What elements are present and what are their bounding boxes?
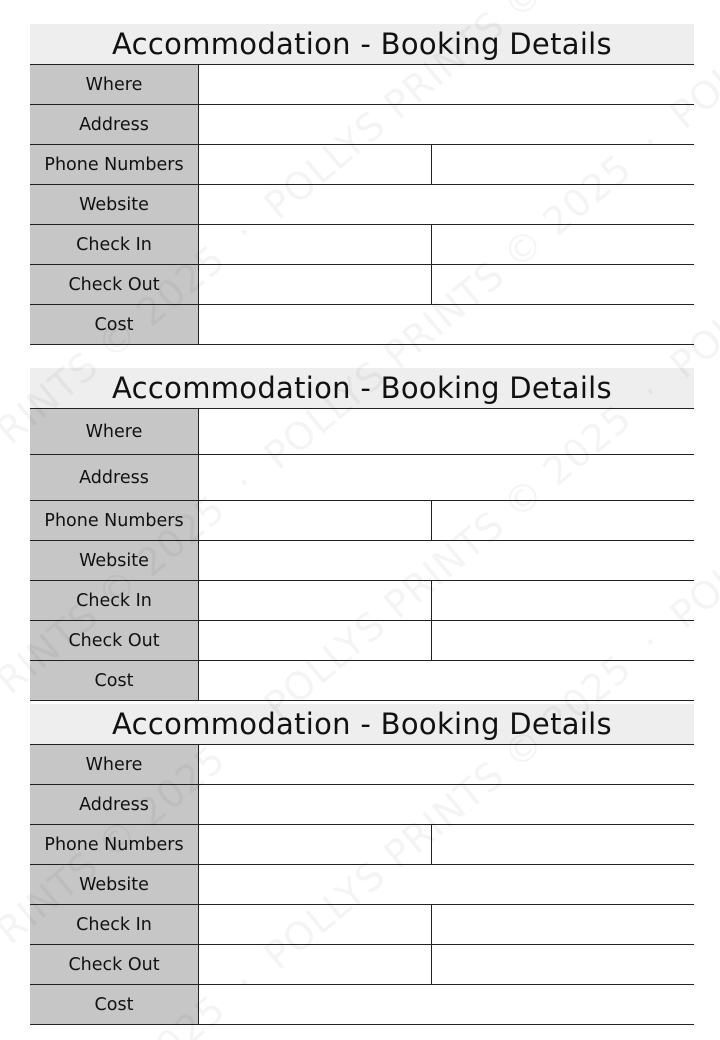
- row-phone-numbers: [30, 825, 694, 865]
- booking-section-1: [30, 24, 694, 345]
- check-in-field-2[interactable]: [432, 225, 694, 264]
- check-out-field-1[interactable]: [199, 265, 432, 304]
- row-label-website: Website: [30, 185, 199, 224]
- check-in-field-1[interactable]: [199, 581, 432, 620]
- phone-field-1[interactable]: [199, 145, 432, 184]
- row-address: [30, 455, 694, 501]
- row-label-phone-numbers: Phone Numbers: [30, 145, 199, 184]
- address-field[interactable]: [199, 105, 694, 144]
- row-where: [30, 65, 694, 105]
- row-label-cost: Cost: [30, 661, 199, 700]
- row-website: [30, 185, 694, 225]
- cost-field[interactable]: [199, 661, 694, 700]
- row-label-check-in: Check In: [30, 225, 199, 264]
- check-in-field-1[interactable]: [199, 905, 432, 944]
- row-label-check-out: Check Out: [30, 945, 199, 984]
- row-label-cost: Cost: [30, 985, 199, 1024]
- row-cost: [30, 305, 694, 345]
- phone-field-1[interactable]: [199, 825, 432, 864]
- cost-field[interactable]: [199, 985, 694, 1024]
- check-out-field-2[interactable]: [432, 265, 694, 304]
- row-check-in: [30, 905, 694, 945]
- where-field[interactable]: [199, 745, 694, 784]
- row-label-where: Where: [30, 409, 199, 454]
- row-label-where: Where: [30, 65, 199, 104]
- address-field[interactable]: [199, 785, 694, 824]
- where-field[interactable]: [199, 65, 694, 104]
- row-cost: [30, 985, 694, 1025]
- row-where: [30, 409, 694, 455]
- check-out-field-2[interactable]: [432, 945, 694, 984]
- row-check-out: [30, 621, 694, 661]
- website-field[interactable]: [199, 865, 694, 904]
- row-check-in: [30, 225, 694, 265]
- row-label-check-in: Check In: [30, 581, 199, 620]
- row-label-address: Address: [30, 455, 199, 500]
- check-out-field-2[interactable]: [432, 621, 694, 660]
- row-phone-numbers: [30, 145, 694, 185]
- row-label-website: Website: [30, 541, 199, 580]
- row-website: [30, 865, 694, 905]
- row-label-where: Where: [30, 745, 199, 784]
- row-label-phone-numbers: Phone Numbers: [30, 825, 199, 864]
- website-field[interactable]: [199, 185, 694, 224]
- address-field[interactable]: [199, 455, 694, 500]
- row-label-check-out: Check Out: [30, 621, 199, 660]
- phone-field-2[interactable]: [432, 145, 694, 184]
- section-title: Accommodation - Booking Details: [30, 704, 694, 745]
- row-label-check-in: Check In: [30, 905, 199, 944]
- phone-field-1[interactable]: [199, 501, 432, 540]
- row-address: [30, 785, 694, 825]
- row-check-in: [30, 581, 694, 621]
- row-cost: [30, 661, 694, 701]
- booking-section-3: [30, 704, 694, 1025]
- check-in-field-1[interactable]: [199, 225, 432, 264]
- row-address: [30, 105, 694, 145]
- row-label-cost: Cost: [30, 305, 199, 344]
- cost-field[interactable]: [199, 305, 694, 344]
- row-label-website: Website: [30, 865, 199, 904]
- row-label-address: Address: [30, 105, 199, 144]
- section-title: Accommodation - Booking Details: [30, 368, 694, 409]
- check-out-field-1[interactable]: [199, 621, 432, 660]
- check-in-field-2[interactable]: [432, 905, 694, 944]
- website-field[interactable]: [199, 541, 694, 580]
- row-phone-numbers: [30, 501, 694, 541]
- check-in-field-2[interactable]: [432, 581, 694, 620]
- check-out-field-1[interactable]: [199, 945, 432, 984]
- section-title: Accommodation - Booking Details: [30, 24, 694, 65]
- booking-section-2: [30, 368, 694, 701]
- row-where: [30, 745, 694, 785]
- row-check-out: [30, 265, 694, 305]
- row-check-out: [30, 945, 694, 985]
- row-label-address: Address: [30, 785, 199, 824]
- row-website: [30, 541, 694, 581]
- where-field[interactable]: [199, 409, 694, 454]
- row-label-check-out: Check Out: [30, 265, 199, 304]
- phone-field-2[interactable]: [432, 825, 694, 864]
- row-label-phone-numbers: Phone Numbers: [30, 501, 199, 540]
- phone-field-2[interactable]: [432, 501, 694, 540]
